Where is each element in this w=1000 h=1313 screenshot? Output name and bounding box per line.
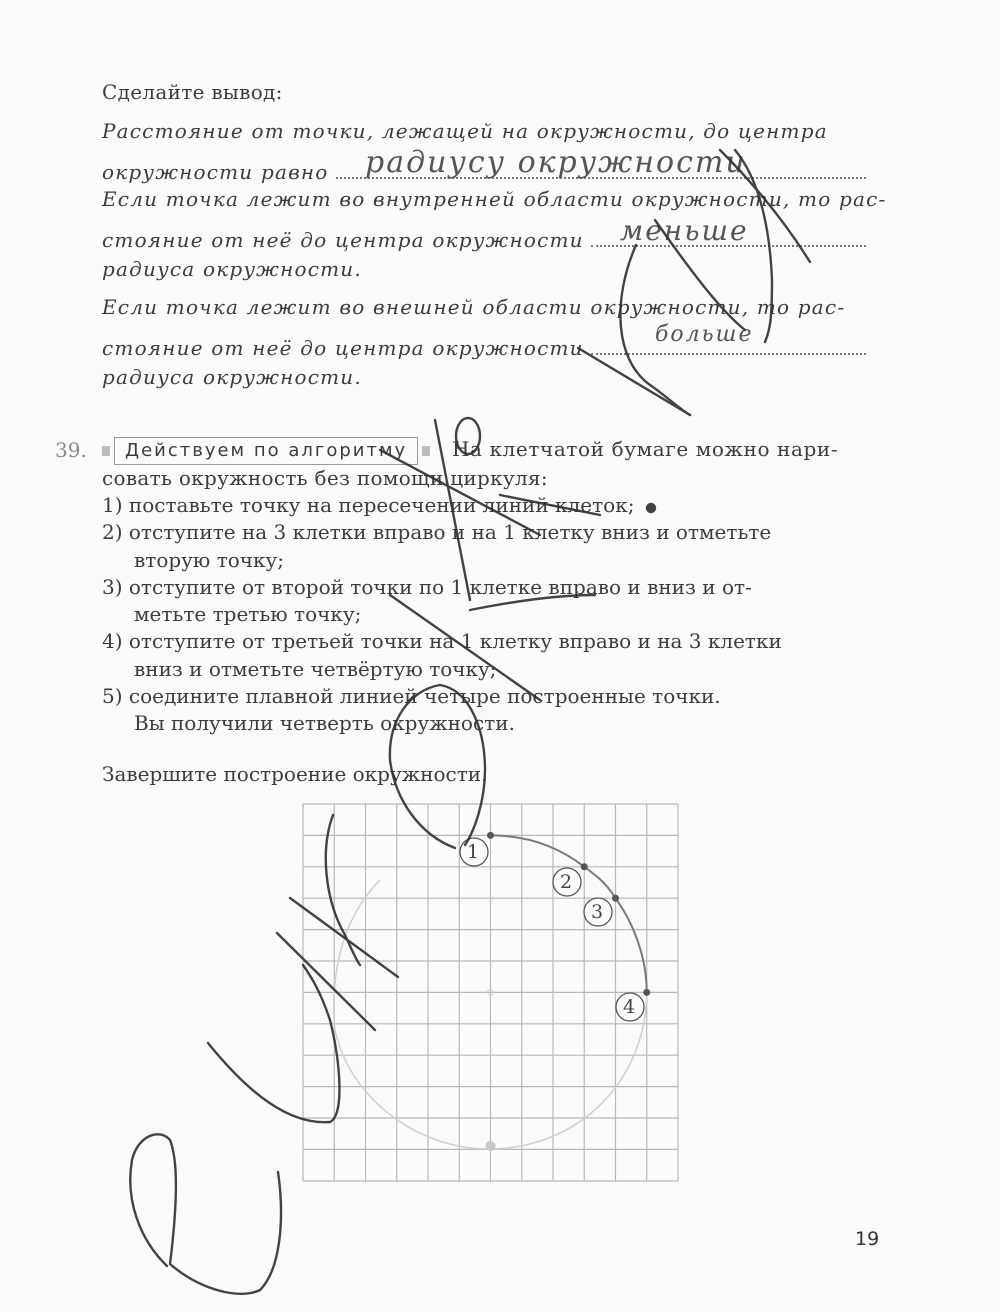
conclusion-line-6: Если точка лежит во внешней области окружности, то рас- [102, 295, 846, 319]
step-text: отступите от третьей точки на 1 клетку вправо и на 3 клетки [128, 629, 782, 653]
step-text: поставьте точку на пересечении линий клеток; [128, 493, 635, 517]
conclusion-line-8: радиуса окружности. [102, 365, 362, 389]
conclusion-line-3: Если точка лежит во внутренней области окружности, то рас- [102, 187, 887, 211]
conclusion-line-5: радиуса окружности. [102, 257, 362, 281]
step-number: 4) [102, 629, 123, 653]
step-2-continued: вторую точку; [134, 548, 285, 572]
point-2-label: 2 [560, 871, 573, 893]
quarter-circle-arc [491, 835, 647, 992]
task-intro-line-2: совать окружность без помощи циркуля: [102, 466, 548, 490]
point-4-label: 4 [623, 996, 636, 1018]
conclusion-line-2-prefix: окружности равно [102, 160, 329, 184]
handwritten-answer-3: больше [655, 322, 754, 347]
algorithm-badge-label: Действуем по алгоритму [114, 437, 418, 465]
step-number: 5) [102, 684, 123, 708]
conclusion-heading: Сделайте вывод: [102, 80, 283, 104]
conclusion-line-7-prefix: стояние от неё до центра окружности [102, 336, 584, 360]
point-4-dot [643, 989, 650, 996]
grid-lines [303, 804, 678, 1181]
handwritten-answer-1: радиусу окружности [365, 145, 747, 180]
bottom-point-mark [486, 1141, 496, 1151]
step-3-continued: метьте третью точку; [134, 602, 362, 626]
task-number: 39. [55, 438, 87, 462]
task-intro-tail: На клетчатой бумаге можно нари- [452, 437, 839, 461]
step-number: 1) [102, 493, 123, 517]
point-3-dot [612, 895, 619, 902]
step-text: отступите на 3 клетки вправо и на 1 клетку вниз и отметьте [128, 520, 772, 544]
point-3-label: 3 [591, 901, 604, 923]
step-5-continued: Вы получили четверть окружности. [134, 711, 515, 735]
step-number: 2) [102, 520, 123, 544]
handwritten-answer-2: меньше [620, 214, 749, 247]
conclusion-line-4-prefix: стояние от неё до центра окружности [102, 228, 584, 252]
step-number: 3) [102, 575, 123, 599]
conclusion-line-1: Расстояние от точки, лежащей на окружности, до центра [102, 119, 828, 143]
step-text: отступите от второй точки по 1 клетке вправо и вниз и от- [128, 575, 752, 599]
point-1-dot [487, 832, 494, 839]
step-4-continued: вниз и отметьте четвёртую точку; [134, 657, 497, 681]
step-text: соедините плавной линией четыре построенные точки. [128, 684, 721, 708]
page-number: 19 [855, 1228, 880, 1250]
point-1-label: 1 [467, 841, 480, 863]
point-2-dot [581, 863, 588, 870]
finish-instruction: Завершите построение окружности. [102, 762, 488, 786]
